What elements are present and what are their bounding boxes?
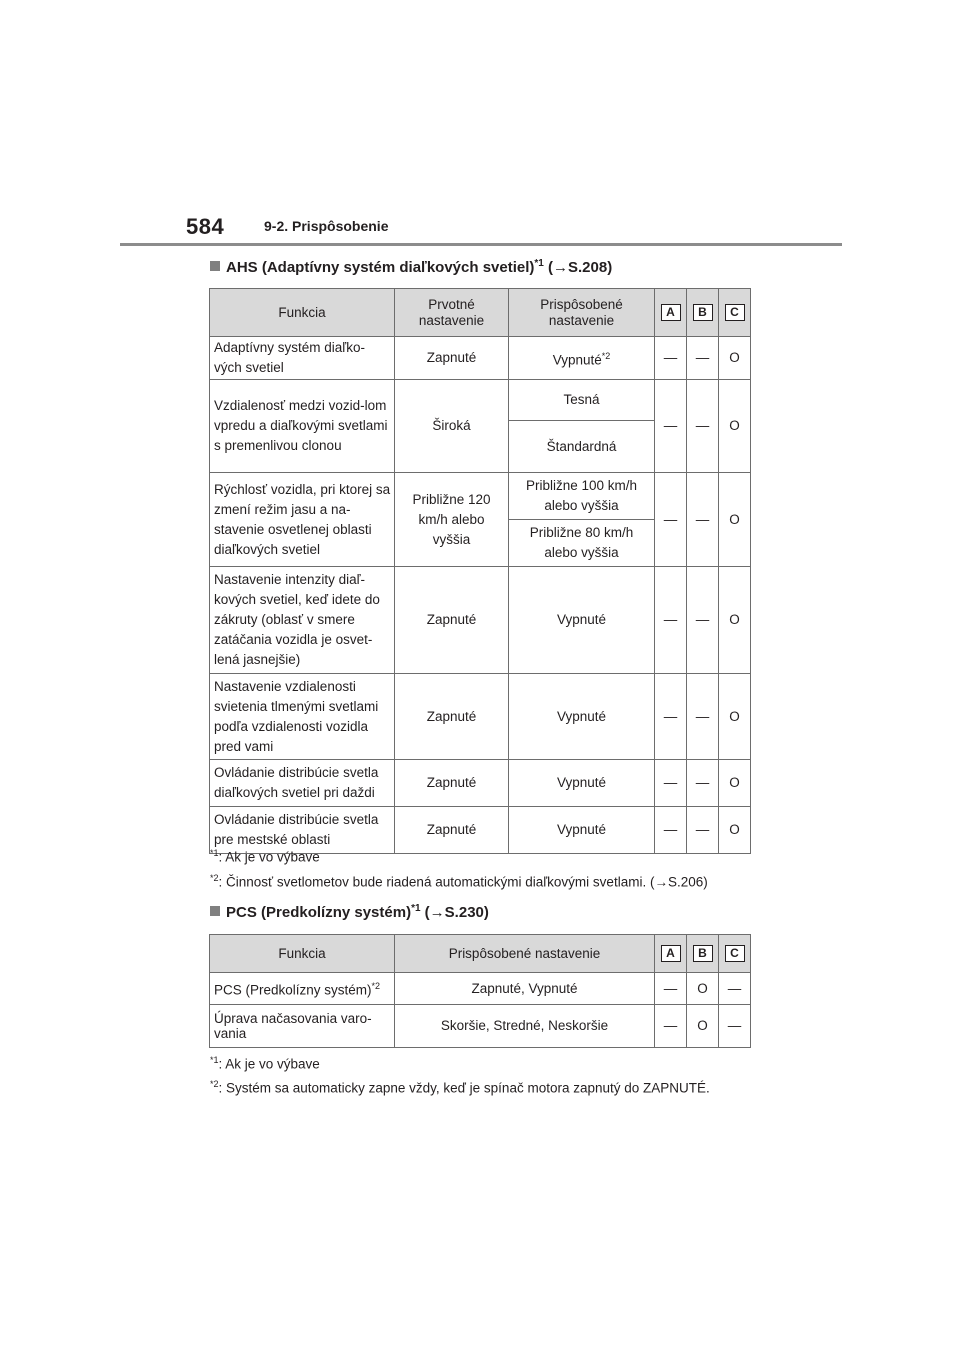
mode-a-icon: A <box>661 304 681 321</box>
cell-a: — <box>655 807 687 854</box>
cell-c: — <box>719 973 751 1005</box>
pcs-heading <box>210 903 489 921</box>
table-header-row <box>210 935 751 973</box>
cell-prvotne: Zapnuté <box>395 567 509 674</box>
col-header-b <box>687 935 719 973</box>
col-header-b <box>687 289 719 337</box>
table-row <box>210 567 751 674</box>
cell-prvotne: Široká <box>395 380 509 473</box>
page-header <box>0 0 960 250</box>
cell-c: O <box>719 337 751 380</box>
cell-prisposobene: Zapnuté, Vypnuté <box>395 973 655 1005</box>
cell-b: O <box>687 973 719 1005</box>
header-divider <box>120 243 842 246</box>
cell-prisposobene-text: Vypnuté <box>552 352 602 368</box>
cell-funkcia-text: PCS (Predkolízny systém) <box>214 982 372 998</box>
footnote-marker: *1 <box>210 848 219 858</box>
cell-c: O <box>719 567 751 674</box>
cell-c: O <box>719 380 751 473</box>
footnote-marker: *2 <box>210 873 219 883</box>
cell-a: — <box>655 973 687 1005</box>
cell-a: — <box>655 760 687 807</box>
bullet-square-icon <box>210 906 220 916</box>
table-header-row <box>210 289 751 337</box>
ahs-heading <box>210 258 612 276</box>
footnote-text: : Systém sa automaticky zapne vždy, keď je spínač motora zapnutý do ZAPNUTÉ. <box>218 1080 710 1096</box>
cell-b: — <box>687 807 719 854</box>
cell-prvotne: Zapnuté <box>395 674 509 760</box>
cell-a: — <box>655 1005 687 1048</box>
footnote-marker: *2 <box>210 1079 219 1089</box>
cell-funkcia: Ovládanie distribúcie svetla pre mestské oblasti <box>210 807 395 854</box>
cell-funkcia: Úprava načasovania varo-vania <box>210 1005 395 1048</box>
col-header-a <box>655 935 687 973</box>
footnote-marker: *1 <box>210 1055 219 1065</box>
mode-c-icon: C <box>725 945 745 962</box>
section-title: 9-2. Prispôsobenie <box>264 218 389 234</box>
table-row <box>210 760 751 807</box>
cell-b: — <box>687 380 719 473</box>
footnote-text: : Ak je vo výbave <box>218 849 320 865</box>
cell-c: O <box>719 674 751 760</box>
cell-a: — <box>655 337 687 380</box>
mode-b-icon: B <box>693 945 713 962</box>
cell-prisposobene <box>509 337 655 380</box>
cell-a: — <box>655 380 687 473</box>
table-row <box>210 674 751 760</box>
cell-b: — <box>687 674 719 760</box>
footnote-text: : Činnosť svetlometov bude riadená automatickými diaľkovými svetlami. (→S.206) <box>218 874 708 890</box>
cell-b: O <box>687 1005 719 1048</box>
col-header-funkcia: Funkcia <box>210 935 395 973</box>
footnote-ref: *2 <box>601 350 611 361</box>
cell-funkcia: Nastavenie intenzity diaľ-kových svetiel, keď idete do zákruty (oblasť v smere zatáčania vozidla je osvet-lená jasnejšie) <box>210 567 395 674</box>
footnote <box>210 848 320 865</box>
table-row <box>210 473 751 520</box>
cell-prisposobene: Približne 80 km/h alebo vyššia <box>509 520 655 567</box>
cell-b: — <box>687 760 719 807</box>
col-header-c <box>719 289 751 337</box>
ahs-heading-text: AHS (Adaptívny systém diaľkových svetiel) <box>226 259 535 276</box>
pcs-heading-text: PCS (Predkolízny systém) <box>226 904 412 921</box>
cell-prisposobene: Vypnuté <box>509 674 655 760</box>
ahs-heading-page-ref: (→S.208) <box>543 259 613 276</box>
ahs-heading-footnote-ref: *1 <box>534 258 544 269</box>
cell-a: — <box>655 473 687 567</box>
cell-b: — <box>687 567 719 674</box>
cell-funkcia: Nastavenie vzdialenosti svietenia tlmenými svetlami podľa vzdialenosti vozidla pred vami <box>210 674 395 760</box>
ahs-table <box>209 288 751 854</box>
pcs-heading-footnote-ref: *1 <box>411 903 421 914</box>
col-header-prvotne: Prvotné nastavenie <box>395 289 509 337</box>
cell-a: — <box>655 567 687 674</box>
cell-funkcia: Vzdialenosť medzi vozid-lom vpredu a diaľkovými svetlami s premenlivou clonou <box>210 380 395 473</box>
cell-prisposobene: Vypnuté <box>509 567 655 674</box>
table-row <box>210 973 751 1005</box>
cell-prvotne: Približne 120 km/h alebo vyššia <box>395 473 509 567</box>
cell-a: — <box>655 674 687 760</box>
cell-prisposobene: Vypnuté <box>509 807 655 854</box>
cell-funkcia: Adaptívny systém diaľko-vých svetiel <box>210 337 395 380</box>
table-row <box>210 1005 751 1048</box>
cell-c: O <box>719 807 751 854</box>
pcs-heading-page-ref: (→S.230) <box>420 904 489 921</box>
col-header-prisposobene: Prispôsobené nastavenie <box>509 289 655 337</box>
cell-b: — <box>687 337 719 380</box>
mode-c-icon: C <box>725 304 745 321</box>
cell-prvotne: Zapnuté <box>395 760 509 807</box>
footnote-text: : Ak je vo výbave <box>218 1056 320 1072</box>
footnote-ref: *2 <box>371 981 381 992</box>
cell-b: — <box>687 473 719 567</box>
col-header-a <box>655 289 687 337</box>
col-header-c <box>719 935 751 973</box>
pcs-table <box>209 934 751 1048</box>
mode-b-icon: B <box>693 304 713 321</box>
mode-a-icon: A <box>661 945 681 962</box>
col-header-prisposobene: Prispôsobené nastavenie <box>395 935 655 973</box>
table-row <box>210 380 751 421</box>
footnote <box>210 1055 320 1072</box>
table-row <box>210 807 751 854</box>
cell-c: O <box>719 473 751 567</box>
cell-funkcia: Ovládanie distribúcie svetla diaľkových svetiel pri daždi <box>210 760 395 807</box>
table-row <box>210 337 751 380</box>
cell-prisposobene: Skoršie, Stredné, Neskoršie <box>395 1005 655 1048</box>
cell-prvotne: Zapnuté <box>395 807 509 854</box>
cell-funkcia: Rýchlosť vozidla, pri ktorej sa zmení režim jasu a na-stavenie osvetlenej oblasti diaľkových svetiel <box>210 473 395 567</box>
cell-prisposobene: Vypnuté <box>509 760 655 807</box>
col-header-funkcia: Funkcia <box>210 289 395 337</box>
page-number: 584 <box>186 214 225 239</box>
cell-prisposobene: Približne 100 km/h alebo vyššia <box>509 473 655 520</box>
footnote <box>210 1079 710 1096</box>
footnote <box>210 873 708 890</box>
cell-prisposobene: Štandardná <box>509 421 655 473</box>
cell-c: O <box>719 760 751 807</box>
bullet-square-icon <box>210 261 220 271</box>
cell-c: — <box>719 1005 751 1048</box>
cell-prvotne: Zapnuté <box>395 337 509 380</box>
cell-funkcia <box>210 973 395 1005</box>
cell-prisposobene: Tesná <box>509 380 655 421</box>
